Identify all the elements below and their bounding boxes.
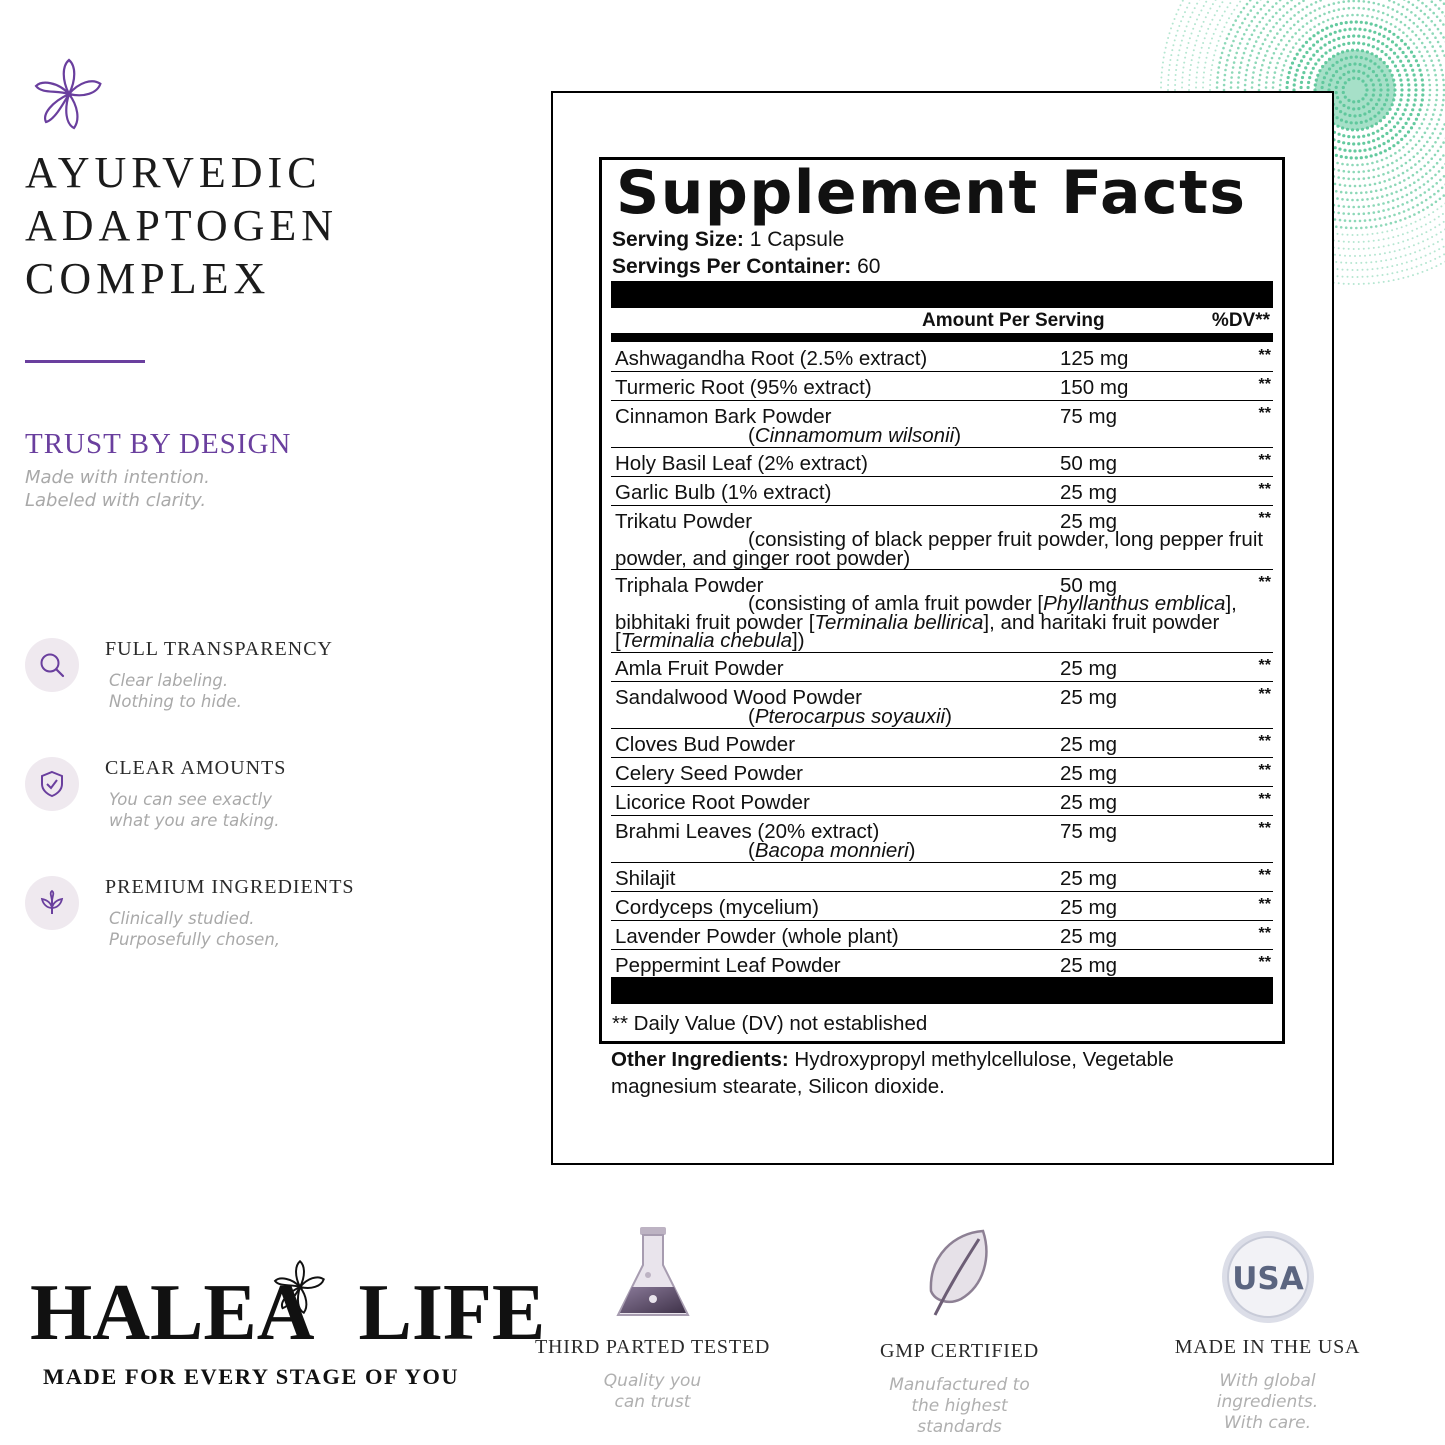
ingredient-amount: 25 mg [1060,733,1117,756]
ingredient-row [611,343,1273,372]
ingredient-name: Lavender Powder (whole plant) [615,925,899,948]
badge-desc-line: the highest [911,1396,1008,1416]
ingredient-row [611,653,1273,682]
ingredient-row [611,863,1273,892]
ingredient-dv: ** [1258,574,1271,591]
feature-title: FULL TRANSPARENCY [105,638,333,660]
other-ingredients [611,1046,1251,1100]
feature-desc-line: Nothing to hide. [109,692,242,711]
ingredient-amount: 25 mg [1060,657,1117,680]
leaf-sprout-icon [25,876,79,930]
thick-divider-top [611,281,1273,308]
ingredient-row [611,372,1273,401]
ingredient-dv: ** [1258,510,1271,527]
ingredient-name: Triphala Powder [615,574,764,597]
title-line-2: ADAPTOGEN [25,201,339,250]
badge-description [842,1375,1077,1438]
serving-size-value: 1 Capsule [743,228,845,251]
badge-desc-line: standards [917,1417,1002,1437]
feature-desc-line: Purposefully chosen, [109,930,281,949]
ingredient-row [611,570,1273,653]
product-title [25,146,338,305]
badge-gmp-certified [842,1225,1077,1438]
feature-desc-line: what you are taking. [109,811,280,830]
trust-heading: TRUST BY DESIGN [25,428,292,460]
badge-third-party-tested [535,1225,770,1413]
ingredient-row [611,729,1273,758]
ingredient-row [611,787,1273,816]
latin-name: Phyllanthus emblica [1043,592,1226,615]
ingredient-latin-name: (Cinnamomum wilsonii) [748,424,962,447]
ingredient-name: Garlic Bulb (1% extract) [615,481,832,504]
ingredient-dv: ** [1258,820,1271,837]
ingredient-name: Licorice Root Powder [615,791,810,814]
trust-sub-line-1: Made with intention. [25,467,210,488]
latin-name: Terminalia chebula [620,629,793,652]
ingredient-row [611,401,1273,448]
detail-text: ], bibhitaki fruit powder [ [615,592,1237,634]
ingredient-amount: 25 mg [1060,867,1117,890]
ingredient-dv: ** [1258,405,1271,422]
ingredient-name: Holy Basil Leaf (2% extract) [615,452,868,475]
badge-description [1150,1371,1385,1434]
leaf-icon [915,1225,1005,1325]
ingredient-dv: ** [1258,347,1271,364]
flower-logo-icon [32,58,106,130]
ingredient-name: Amla Fruit Powder [615,657,784,680]
latin-name: Terminalia bellirica [814,610,984,634]
dv-footnote: ** Daily Value (DV) not established [612,1012,928,1035]
badge-desc-line: With care. [1224,1413,1311,1433]
ingredient-amount: 75 mg [1060,405,1117,428]
ingredient-name: Trikatu Powder [615,510,753,533]
ingredient-dv: ** [1258,954,1271,971]
ingredient-latin-name: (Pterocarpus soyauxii) [748,705,952,728]
feature-title: CLEAR AMOUNTS [105,757,287,779]
divider [25,360,145,363]
badge-title: GMP CERTIFIED [879,1340,1040,1362]
ingredient-name: Cloves Bud Powder [615,733,796,756]
serving-size-label: Serving Size: [612,228,744,251]
servings-value: 60 [851,255,881,278]
brand-name-right: LIFE [358,1269,546,1357]
ingredient-amount: 25 mg [1060,791,1117,814]
other-ingredients-label: Other Ingredients: [611,1048,789,1071]
ingredient-amount: 125 mg [1060,347,1129,370]
brand-tagline: MADE FOR EVERY STAGE OF YOU [43,1364,460,1389]
ingredient-row [611,921,1273,950]
feature-description [109,908,280,950]
ingredient-name: Brahmi Leaves (20% extract) [615,820,880,843]
ingredient-row [611,950,1273,979]
ingredient-amount: 150 mg [1060,376,1129,399]
brand-flower-icon [272,1258,328,1316]
ingredient-row [611,758,1273,787]
ingredient-dv: ** [1258,657,1271,674]
badge-title: THIRD PARTED TESTED [535,1336,771,1358]
other-ingredients-value: Hydroxypropyl methylcellulose, Vegetable magnesium stearate, Silicon dioxide. [611,1048,1174,1098]
badge-desc-line: With global [1219,1371,1316,1391]
title-line-3: COMPLEX [25,254,271,303]
ingredient-detail: (consisting of black pepper fruit powder, long pepper fruit powder, and ginger root powder) [615,528,1264,570]
ingredient-row [611,506,1273,570]
ingredient-name: Shilajit [615,867,676,890]
trust-subtitle [25,466,210,512]
ingredient-name: Cordyceps (mycelium) [615,896,819,919]
usa-badge-text: USA [1231,1261,1304,1297]
ingredient-name: Turmeric Root (95% extract) [615,376,872,399]
feature-desc-line: Clear labeling. [109,671,229,690]
title-line-1: AYURVEDIC [25,148,322,197]
ingredient-amount: 25 mg [1060,481,1117,504]
feature-description [109,670,242,712]
ingredient-row [611,682,1273,729]
flask-icon [608,1225,698,1323]
feature-description [109,789,280,831]
ingredient-name: Cinnamon Bark Powder [615,405,832,428]
ingredient-dv: ** [1258,867,1271,884]
shield-check-icon [25,757,79,811]
feature-full-transparency [25,638,365,728]
ingredient-dv: ** [1258,481,1271,498]
ingredient-amount: 25 mg [1060,925,1117,948]
ingredient-amount: 25 mg [1060,686,1117,709]
ingredient-name: Ashwagandha Root (2.5% extract) [615,347,928,370]
ingredient-latin-name: (Bacopa monnieri) [748,839,916,862]
ingredient-amount: 50 mg [1060,452,1117,475]
ingredient-dv: ** [1258,686,1271,703]
ingredient-row [611,816,1273,863]
medium-divider [611,333,1273,342]
feature-desc-line: Clinically studied. [109,909,255,928]
dv-column-header: %DV** [1211,310,1270,331]
badge-description [535,1371,770,1413]
ingredient-dv: ** [1258,762,1271,779]
ingredient-row [611,448,1273,477]
badge-desc-line: Manufactured to [889,1375,1030,1395]
amount-column-header: Amount Per Serving [922,310,1105,331]
ingredient-dv: ** [1258,733,1271,750]
ingredient-name: Celery Seed Powder [615,762,804,785]
feature-desc-line: You can see exactly [109,790,273,809]
detail-text: ] [792,629,798,652]
ingredient-dv: ** [1258,925,1271,942]
servings-label: Servings Per Container: [612,255,852,278]
thick-divider-bottom [611,977,1273,1004]
detail-text: ], and haritaki fruit powder [ [615,610,1220,652]
ingredient-amount: 25 mg [1060,510,1117,533]
badge-made-in-usa [1150,1225,1385,1434]
ingredient-detail: (consisting of amla fruit powder [Phyllanthus emblica], bibhitaki fruit powder [Terminalia bellirica], and haritaki fruit powder [Terminalia chebula]) [615,592,1237,652]
ingredient-row [611,477,1273,506]
ingredient-row [611,892,1273,921]
ingredient-amount: 25 mg [1060,954,1117,977]
feature-title: PREMIUM INGREDIENTS [105,876,355,898]
search-icon [25,638,79,692]
brand-name-left: HALEA [30,1269,315,1357]
latin-name: Cinnamomum wilsonii [754,424,955,447]
ingredient-amount: 75 mg [1060,820,1117,843]
feature-premium-ingredients [25,876,365,966]
latin-name: Pterocarpus soyauxii [754,705,946,728]
facts-title: Supplement Facts [616,158,1247,228]
ingredient-dv: ** [1258,896,1271,913]
servings-per-container [612,255,880,279]
ingredient-amount: 50 mg [1060,574,1117,597]
serving-size [612,228,844,252]
trust-sub-line-2: Labeled with clarity. [25,490,207,511]
badge-desc-line: ingredients. [1216,1392,1319,1412]
ingredient-table [611,343,1273,979]
usa-seal-icon [1218,1225,1318,1325]
supplement-facts-panel [599,157,1285,1044]
ingredient-dv: ** [1258,376,1271,393]
ingredient-name: Sandalwood Wood Powder [615,686,862,709]
feature-clear-amounts [25,757,365,847]
ingredient-amount: 25 mg [1060,896,1117,919]
detail-text: consisting of amla fruit powder [ [754,592,1044,615]
detail-text: consisting of black pepper fruit powder, long pepper fruit powder, and ginger root powder [615,528,1264,570]
latin-name: Bacopa monnieri [754,839,909,862]
badge-desc-line: can trust [614,1392,691,1412]
badge-title: MADE IN THE USA [1174,1336,1361,1358]
ingredient-dv: ** [1258,452,1271,469]
ingredient-dv: ** [1258,791,1271,808]
badge-desc-line: Quality you [603,1371,702,1391]
ingredient-amount: 25 mg [1060,762,1117,785]
ingredient-name: Peppermint Leaf Powder [615,954,841,977]
